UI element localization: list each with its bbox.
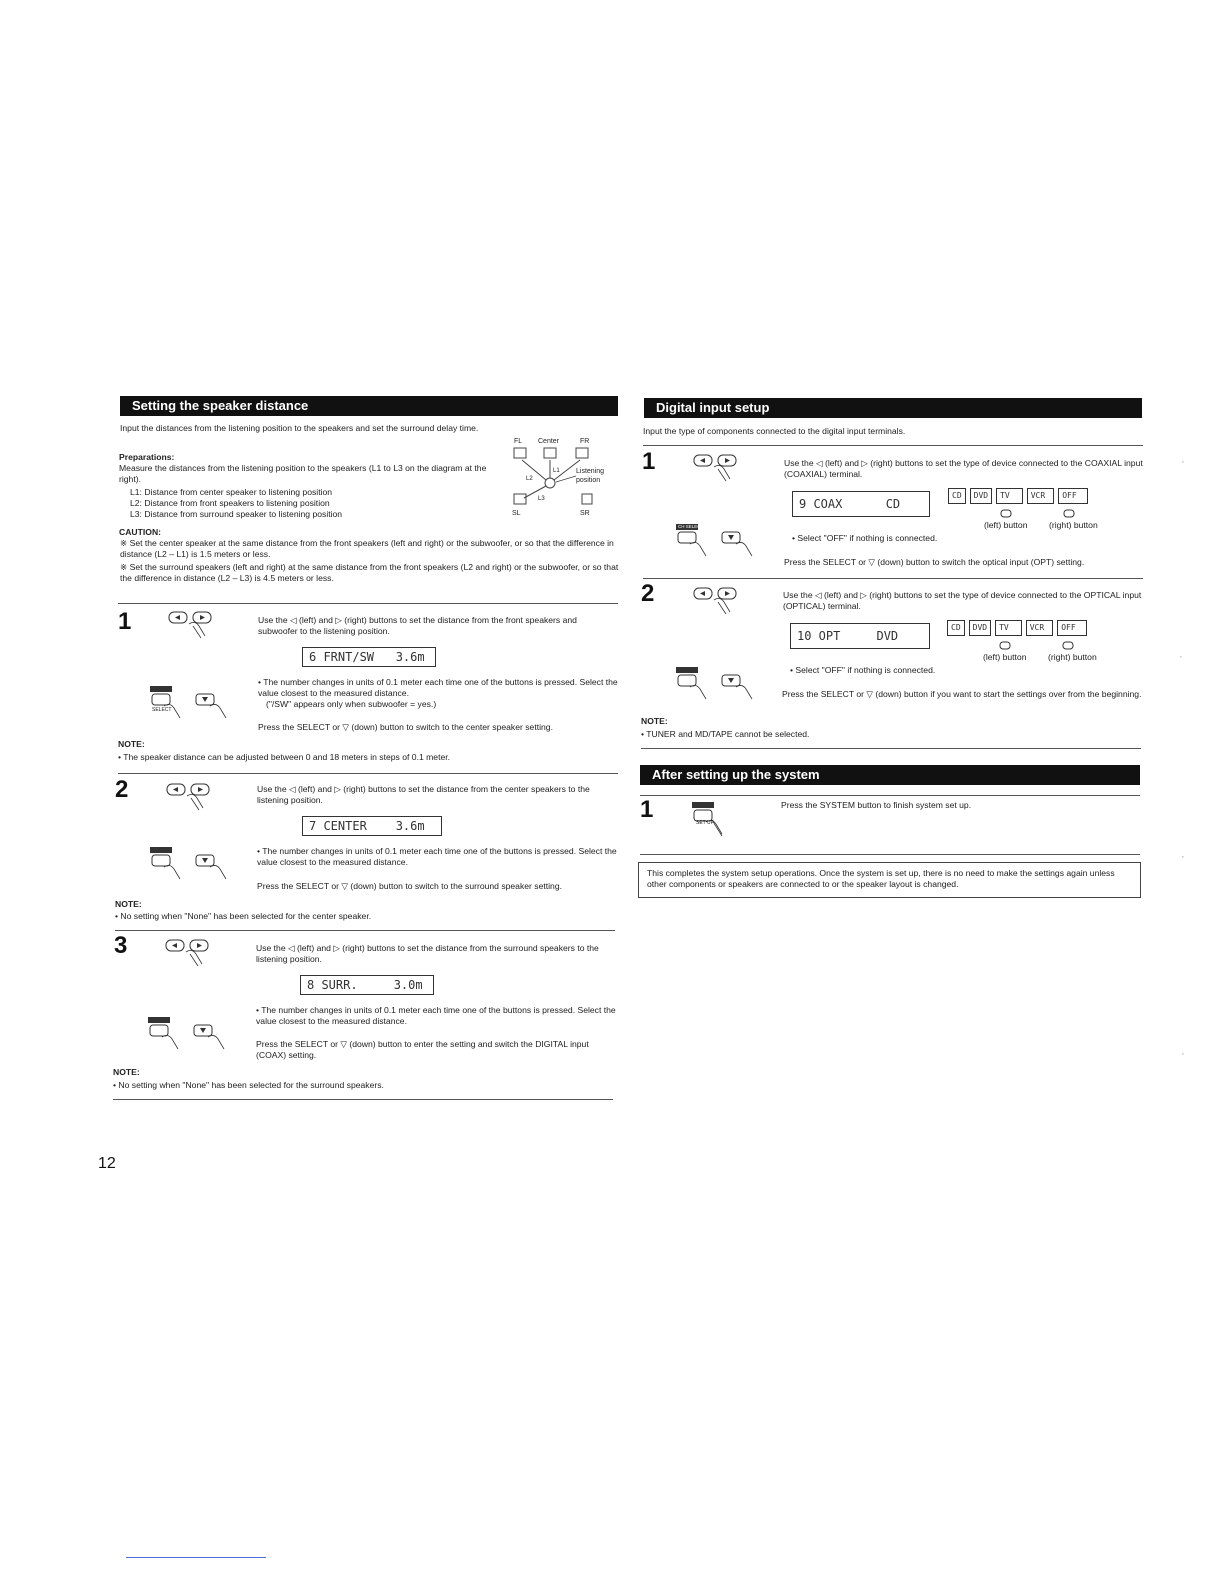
option-tv: TV [996,488,1023,504]
diagram-position-label: position [576,477,601,484]
button-icon [999,640,1011,650]
step1-note: • The speaker distance can be adjusted between 0 and 18 meters in steps of 0.1 meter. [118,752,451,762]
divider [641,748,1141,749]
setup-label: SET UP [696,820,714,826]
select-down-buttons-icon [150,686,250,726]
divider [643,578,1143,579]
divider [118,773,618,774]
step-number: 1 [640,796,654,823]
caution-2: ※ Set the surround speakers (left and right) at the same distance from the front speakers (L2 and right) or the subwoofer, or so that the difference in distance (L2 – L3) is 4.5 meters or less. [120,562,619,583]
select-down-buttons-icon [148,1017,248,1057]
button-icon [1000,508,1012,518]
margin-mark: ’ [1182,855,1184,864]
divider [118,603,618,604]
r-step2-bullet: • Select "OFF" if nothing is connected. [790,665,936,675]
left-right-buttons-icon [692,453,742,483]
diagram-listening-label: Listening [576,468,605,475]
l3-description: L3: Distance from surround speaker to listening position [130,509,343,519]
system-step-text: Press the SYSTEM button to finish system set up. [781,800,972,810]
option-dvd: DVD [969,620,991,636]
divider [113,1099,613,1100]
left-right-buttons-icon [164,938,214,968]
caution-title: CAUTION: [119,527,162,537]
right-button-label: (right) button [1049,520,1098,530]
l1-description: L1: Distance from center speaker to listening position [130,487,333,497]
lcd-display: 6 FRNT/SW 3.6m [302,647,436,667]
left-right-buttons-icon [167,610,217,640]
completion-note-box: This completes the system setup operations. Once the system is set up, there is no need to make the settings again unless other components or speakers are connected to or the speaker layout is changed. [638,862,1141,898]
step2-instruction: Use the ◁ (left) and ▷ (right) buttons to set the distance from the center speakers to the listening position. [257,784,590,805]
select-down-buttons-icon [676,524,776,564]
diagram-l3-label: L3 [538,496,545,502]
step-number: 2 [115,776,129,803]
diagram-center-label: Center [538,438,560,445]
diagram-sl-label: SL [512,510,521,517]
divider [640,795,1140,796]
intro-text: Input the distances from the listening position to the speakers and set the surround delay time. [120,423,479,433]
left-right-buttons-icon [692,586,742,616]
divider [643,445,1143,446]
lcd-display: 7 CENTER 3.6m [302,816,442,836]
divider [115,930,615,931]
step1-bullet2: ("/SW" appears only when subwoofer = yes.) [266,699,437,709]
step1-instruction: Use the ◁ (left) and ▷ (right) buttons to set the distance from the front speakers and subwoofer to the listening position. [258,615,577,636]
button-icon [1062,640,1074,650]
option-vcr: VCR [1027,488,1054,504]
button-icon [1063,508,1075,518]
option-off: OFF [1058,488,1087,504]
margin-mark: ’ [1180,655,1182,664]
caution-1: ※ Set the center speaker at the same distance from the front speakers (left and right) or the subwoofer, or so that the difference in distance (L2 – L1) is 1.5 meters or less. [120,538,614,559]
diagram-l2-label: L2 [526,476,533,482]
step1-bullet: • The number changes in units of 0.1 meter each time one of the buttons is pressed. Select the value closest to the measured distance. [258,677,618,698]
right-button-label: (right) button [1048,652,1097,662]
option-cd: CD [947,620,965,636]
step3-press: Press the SELECT or ▽ (down) button to enter the setting and switch the DIGITAL input (COAX) setting. [256,1039,589,1060]
step3-bullet: • The number changes in units of 0.1 meter each time one of the buttons is pressed. Select the value closest to the measured distance. [256,1005,616,1026]
lcd-display: 10 OPT DVD [790,623,930,649]
l2-description: L2: Distance from front speakers to listening position [130,498,330,508]
r-step2-instruction: Use the ◁ (left) and ▷ (right) buttons to set the type of device connected to the OPTICAL input (OPTICAL) terminal. [783,590,1142,611]
bottom-link-line [126,1557,266,1558]
device-options [947,620,1091,636]
step1-press: Press the SELECT or ▽ (down) button to switch to the center speaker setting. [258,722,553,732]
note-title: NOTE: [115,899,142,909]
lcd-display: 8 SURR. 3.0m [300,975,434,995]
r-step1-press: Press the SELECT or ▽ (down) button to switch the optical input (OPT) setting. [784,557,1085,567]
margin-mark: ’ [1182,1052,1184,1061]
option-tv: TV [995,620,1022,636]
speaker-distance-header: Setting the speaker distance [120,396,618,416]
diagram-fl-label: FL [514,438,523,445]
step-number: 2 [641,580,655,607]
option-off: OFF [1057,620,1086,636]
diagram-fr-label: FR [580,438,590,445]
preparations-title: Preparations: [119,452,175,462]
option-dvd: DVD [970,488,992,504]
after-setup-header: After setting up the system [640,765,1140,785]
r-step1-instruction: Use the ◁ (left) and ▷ (right) buttons to set the type of device connected to the COAXIAL input (COAXIAL) terminal. [784,458,1143,479]
page-number: 12 [98,1155,116,1172]
r-step1-bullet: • Select "OFF" if nothing is connected. [792,533,938,543]
select-down-buttons-icon [676,667,776,707]
select-down-buttons-icon [150,847,250,887]
digital-note: • TUNER and MD/TAPE cannot be selected. [641,729,810,739]
left-button-label: (left) button [984,520,1028,530]
device-options [948,488,1092,504]
left-button-label: (left) button [983,652,1027,662]
diagram-sr-label: SR [580,510,590,517]
step2-bullet: • The number changes in units of 0.1 meter each time one of the buttons is pressed. Select the value closest to the measured distance. [257,846,617,867]
digital-intro: Input the type of components connected to the digital input terminals. [643,426,906,436]
ch-select-label: CH SELECT [678,524,704,529]
step2-note: • No setting when "None" has been selected for the center speaker. [115,911,372,921]
step-number: 1 [118,608,132,635]
diagram-l1-label: L1 [553,468,560,474]
speaker-diagram-icon [510,446,610,526]
note-title: NOTE: [113,1067,140,1077]
left-right-buttons-icon [165,782,215,812]
digital-input-header: Digital input setup [644,398,1142,418]
step3-note: • No setting when "None" has been selected for the surround speakers. [113,1080,384,1090]
option-vcr: VCR [1026,620,1053,636]
preparations-text: Measure the distances from the listening position to the speakers (L1 to L3 on the diagram at the right). [119,463,487,484]
note-title: NOTE: [641,716,668,726]
r-step2-press: Press the SELECT or ▽ (down) button if you want to start the settings over from the beginning. [782,689,1142,699]
lcd-display: 9 COAX CD [792,491,930,517]
step3-instruction: Use the ◁ (left) and ▷ (right) buttons to set the distance from the surround speakers to the listening position. [256,943,599,964]
option-cd: CD [948,488,966,504]
step-number: 3 [114,932,128,959]
step2-press: Press the SELECT or ▽ (down) button to switch to the surround speaker setting. [257,881,562,891]
step-number: 1 [642,448,656,475]
divider [640,854,1140,855]
select-label: SELECT [152,707,172,713]
margin-mark: ’ [1182,460,1184,469]
note-title: NOTE: [118,739,145,749]
